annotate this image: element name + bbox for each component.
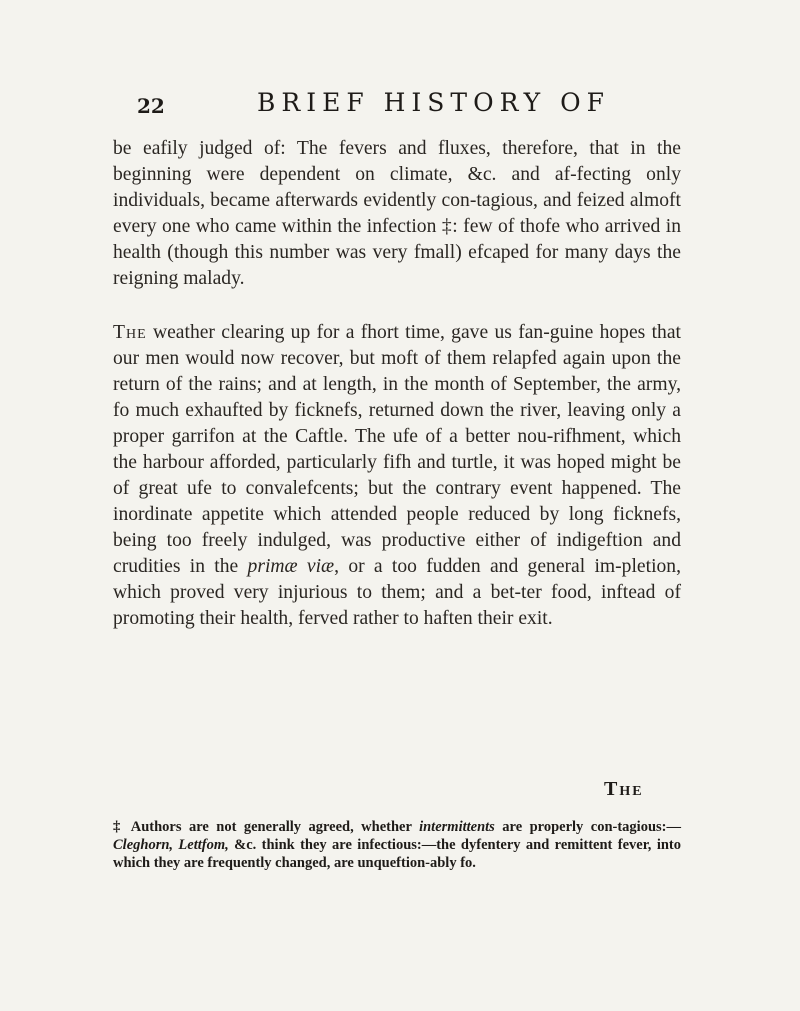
paragraph-2-lead: The [113,322,147,343]
body-text [113,136,681,632]
footnote-text-1: Authors are not generally agreed, whether [124,819,420,835]
footnote [113,818,681,872]
running-title: BRIEF HISTORY OF [257,88,610,117]
page-header [137,88,697,124]
paragraph-1 [113,136,681,292]
footnote-text-3: &c. think they are infectious:—the dyfentery and remittent fever, into which they are frequently changed, are unqueftion-ably fo. [113,837,681,871]
paragraph-2-italic: primæ viæ [247,556,335,577]
paragraph-2-text-a: weather clearing up for a fhort time, gave us fan-guine hopes that our men would now recover, but moft of them relapfed again upon the return of the rains; and at length, in the month of September, the army, fo much exhaufted by ficknefs, returned down the river, leaving only a proper garrifon at the Caftle. The ufe of a better nou-rifhment, which the harbour afforded, particularly fifh and turtle, it was hoped might be of great ufe to convalefcents; but the contrary event happened. The inordinate appetite which attended people reduced by long ficknefs, being too freely indulged, was productive either of indigeftion and crudities in the [113,322,681,577]
paragraph-2 [113,320,681,632]
paragraph-1-text: be eafily judged of: The fevers and fluxes, therefore, that in the beginning were dependent on climate, &c. and af-fecting only individuals, became afterwards evidently con-tagious, and feized almoft every one who came within the infection ‡: few of thofe who arrived in health (though this number was very fmall) efcaped for many days the reigning malady. [113,138,681,289]
footnote-italic-2: Cleghorn, Lettfom, [113,837,229,853]
paragraph-2-text-b: , or a too fudden and general im-pletion, which proved very injurious to them; and a bet-ter food, inftead of promoting their health, ferved rather to haften their exit. [113,556,682,629]
catchword: The [604,778,644,800]
footnote-text-2: are properly con-tagious:— [494,819,681,835]
footnote-italic-1: intermittents [419,819,495,835]
page-number: 22 [137,94,165,118]
footnote-mark: ‡ [113,819,125,835]
